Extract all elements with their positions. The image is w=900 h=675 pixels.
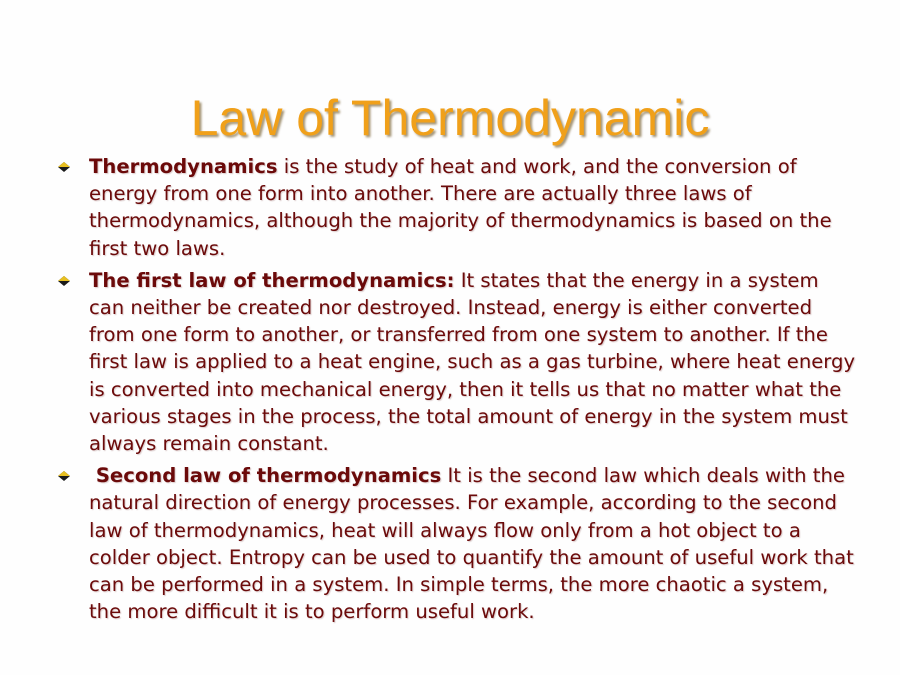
bullet-text: is the study of heat and work, and the conversion of energy from one form into another. There are actually three laws of thermodynamics, although the majority of thermodynamics is based on the first two laws. xyxy=(89,155,832,260)
bullet-item-thermodynamics xyxy=(58,153,858,262)
bullet-text: It states that the energy in a system can neither be created nor destroyed. Instead, energy is either converted from one form to another, or transferred from one system to another. If the first law is applied to a heat engine, such as a gas turbine, where heat energy is converted into mechanical energy, then it tells us that no matter what the various stages in the process, the total amount of energy in the system must always remain constant. xyxy=(89,268,856,456)
bullet-lead: The first law of thermodynamics: xyxy=(89,268,455,292)
bullet-text: It is the second law which deals with the natural direction of energy processes. For example, according to the second law of thermodynamics, heat will always flow only from a hot object to a colder object. Entropy can be used to quantify the amount of useful work that can be performed in a system. In simple terms, the more chaotic a system, the more difficult it is to perform useful work. xyxy=(89,464,854,624)
diamond-bullet-icon xyxy=(58,471,70,481)
bullet-lead: Thermodynamics xyxy=(89,155,278,178)
bullet-lead: Second law of thermodynamics xyxy=(89,464,442,488)
bullet-list xyxy=(58,153,858,630)
diamond-bullet-icon xyxy=(58,276,70,286)
diamond-bullet-icon xyxy=(58,162,70,172)
bullet-item-second-law xyxy=(58,462,858,625)
slide-title: Law of Thermodynamic xyxy=(190,90,710,146)
bullet-item-first-law xyxy=(58,267,858,457)
